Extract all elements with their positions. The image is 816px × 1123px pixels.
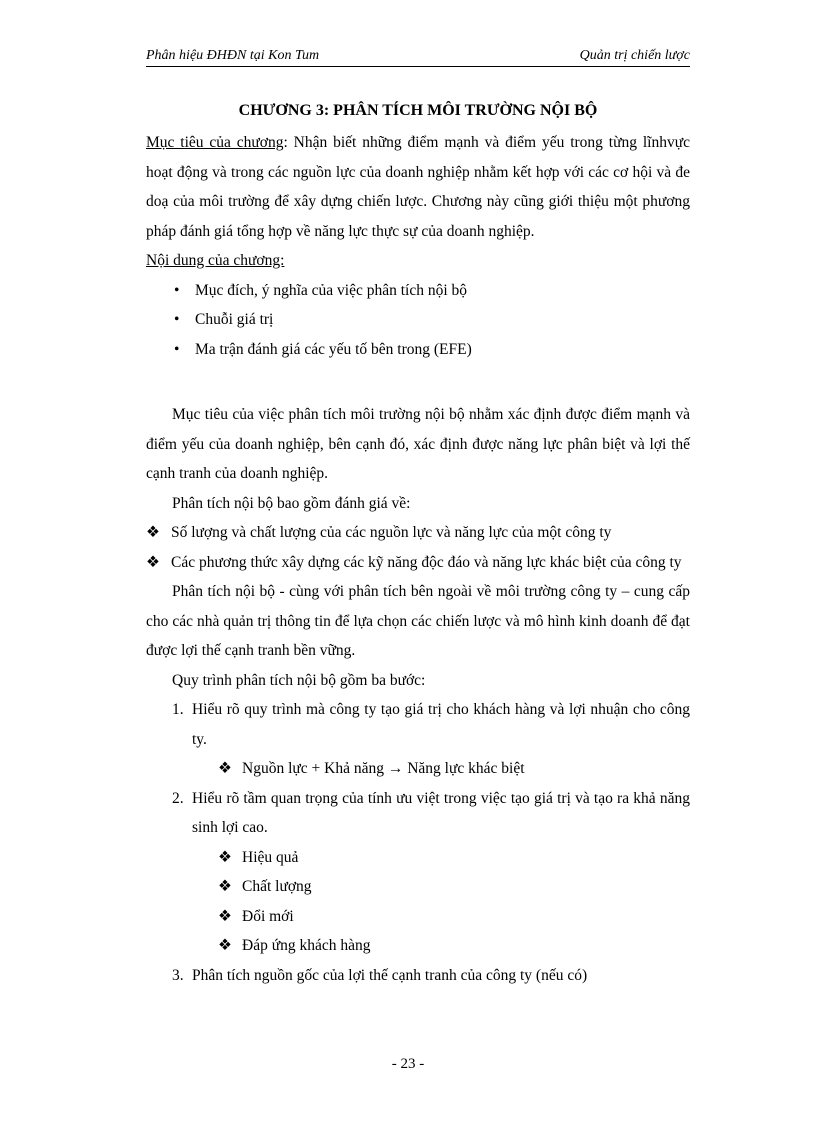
content-item-text: Chuỗi giá trị (195, 311, 274, 328)
step-sub-text: Đổi mới (242, 907, 294, 925)
content-heading (146, 246, 690, 276)
page-number: - 23 - (391, 1056, 425, 1072)
step-number: 2. (172, 789, 184, 807)
step-sub-text: Đáp ứng khách hàng (242, 937, 371, 954)
content-list-item (146, 276, 690, 306)
header-course: Quản trị chiến lược (579, 48, 690, 63)
external-analysis-paragraph: Phân tích nội bộ - cùng với phân tích bên ngoài về môi trường công ty – cung cấp cho các nhà quản trị thông tin để lựa chọn các chiến lược và mô hình kinh doanh để đạt được lợi thế cạnh tranh bền vững. (146, 583, 690, 659)
assessment-item-text: Số lượng và chất lượng của các nguồn lực và năng lực của một công ty (171, 524, 612, 541)
process-intro: Quy trình phân tích nội bộ gồm ba bước: (172, 671, 426, 689)
chapter-title: CHƯƠNG 3: PHÂN TÍCH MÔI TRƯỜNG NỘI BỘ (238, 102, 598, 119)
objective-text: : Nhận biết những điểm mạnh và điểm yếu trong từng lĩnhvực hoạt động và trong các nguồn lực của doanh nghiệp nhằm kết hợp với các cơ hội và đe doạ của môi trường để xây dựng chiến lược. Chương này cũng giới thiệu một phương pháp đánh giá tổng hợp về năng lực thực sự của doanh nghiệp. (146, 134, 690, 240)
diamond-bullet-icon: ❖ (218, 760, 232, 777)
diamond-bullet-icon: ❖ (218, 878, 232, 895)
diamond-bullet-icon: ❖ (218, 907, 232, 925)
step-number: 3. (172, 966, 184, 984)
step-text: Hiểu rõ quy trình mà công ty tạo giá trị cho khách hàng và lợi nhuận cho công ty. (192, 701, 690, 748)
content-item-text: Ma trận đánh giá các yếu tố bên trong (EFE) (195, 340, 472, 358)
step-sub-item (146, 843, 690, 873)
step-number: 1. (172, 701, 184, 718)
objective-label: Mục tiêu của chương (146, 134, 284, 151)
diamond-bullet-icon: ❖ (218, 848, 232, 866)
diamond-bullet-icon: ❖ (146, 553, 160, 571)
objective-paragraph (146, 128, 690, 246)
step-sub-text: Nguồn lực + Khả năng → Năng lực khác biệt (242, 760, 525, 777)
dot-bullet-icon: • (174, 281, 180, 299)
step-sub-item (146, 872, 690, 902)
content-label: Nội dung của chương: (146, 252, 285, 269)
assessment-intro: Phân tích nội bộ bao gồm đánh giá về: (172, 494, 411, 512)
step-sub-item (146, 931, 690, 961)
content-item-text: Mục đích, ý nghĩa của việc phân tích nội bộ (195, 281, 468, 299)
assessment-item-text: Các phương thức xây dựng các kỹ năng độc đáo và năng lực khác biệt của công ty (171, 553, 682, 571)
dot-bullet-icon: • (174, 311, 180, 328)
step-sub-text: Hiệu quả (242, 848, 299, 866)
spacer (146, 364, 690, 400)
page-content (146, 94, 690, 990)
step-sub-item (146, 754, 690, 784)
assessment-item (146, 518, 690, 548)
step-text: Hiểu rõ tầm quan trọng của tính ưu việt trong việc tạo giá trị và tạo ra khả năng sinh lợi cao. (192, 789, 690, 836)
content-list-item (146, 335, 690, 365)
step-text: Phân tích nguồn gốc của lợi thế cạnh tranh của công ty (nếu có) (192, 966, 588, 984)
step-item (146, 961, 690, 991)
intro-paragraph: Mục tiêu của việc phân tích môi trường nội bộ nhằm xác định được điểm mạnh và điểm yếu của doanh nghiệp, bên cạnh đó, xác định được năng lực phân biệt và lợi thế cạnh tranh của doanh nghiệp. (146, 406, 690, 482)
content-list-item (146, 305, 690, 335)
step-item (146, 784, 690, 843)
diamond-bullet-icon: ❖ (218, 937, 232, 954)
step-sub-text: Chất lượng (242, 878, 312, 895)
header-institution: Phân hiệu ĐHĐN tại Kon Tum (146, 48, 320, 63)
step-item (146, 695, 690, 754)
page-header (146, 46, 690, 67)
step-sub-item (146, 902, 690, 932)
diamond-bullet-icon: ❖ (146, 524, 160, 541)
dot-bullet-icon: • (174, 340, 180, 358)
assessment-item (146, 548, 690, 578)
